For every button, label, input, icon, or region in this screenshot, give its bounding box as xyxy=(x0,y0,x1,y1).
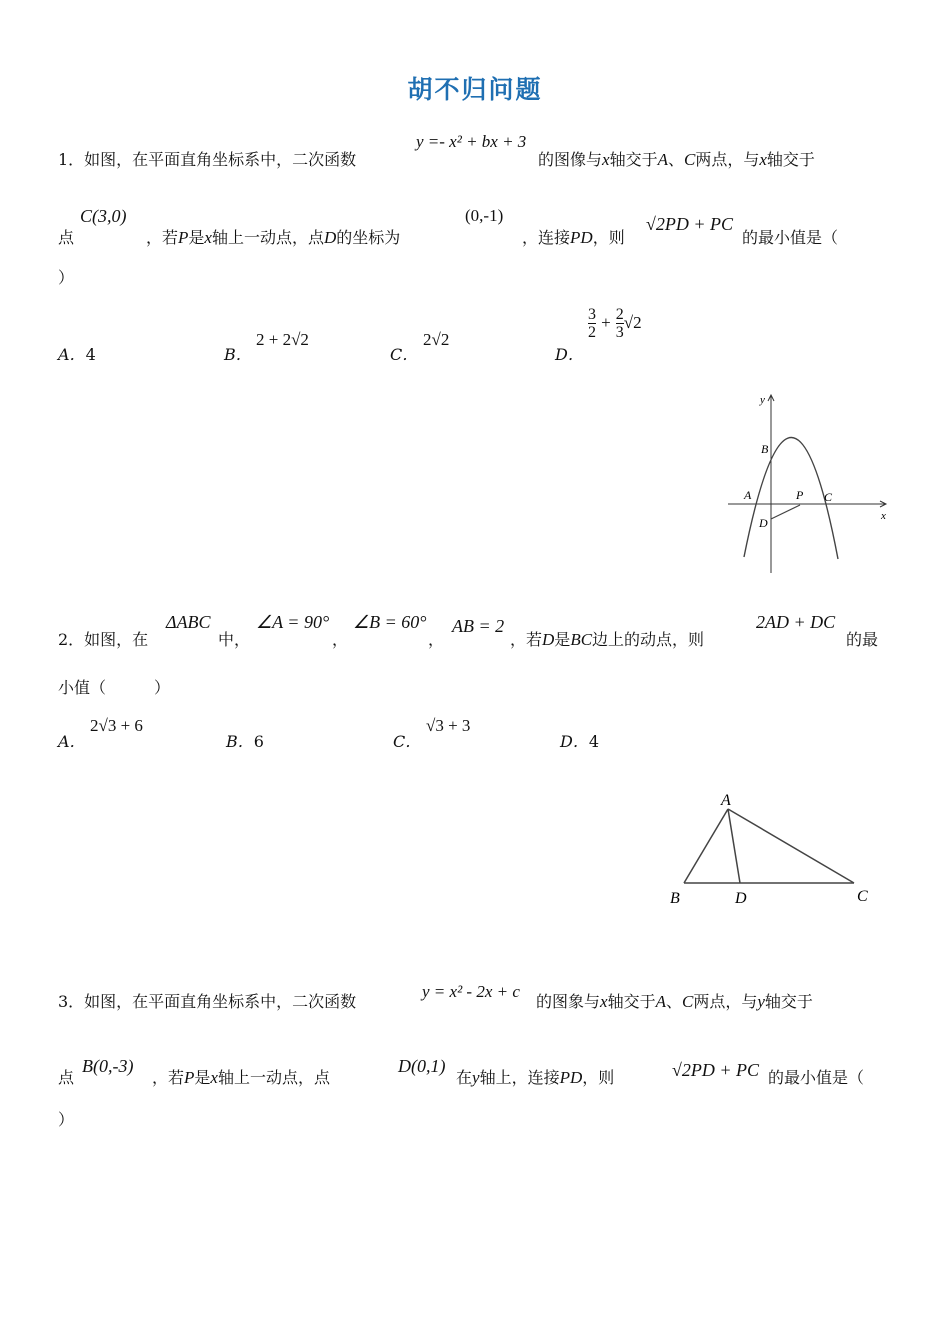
side-ac xyxy=(728,809,854,883)
q1-expression: √2PD + PC xyxy=(646,214,734,234)
fraction: $\frac{3}{2}$ xyxy=(588,306,596,341)
q2-mid-text: 中， xyxy=(218,630,251,649)
q3-function: y = x² - 2x + c xyxy=(422,982,520,1001)
q3-line2-b: 在y轴上，连接PD，则 xyxy=(456,1068,615,1087)
q2-comma-1: ， xyxy=(332,630,349,649)
q2-triangle: ΔABC xyxy=(166,612,211,632)
q2-option-c-value: √3 + 3 xyxy=(426,716,471,735)
label-d: D xyxy=(759,516,768,530)
label-y: y xyxy=(760,394,765,406)
q1-line2-b: ，连接PD，则 xyxy=(522,228,625,247)
q2-ab-length: AB = 2 xyxy=(452,616,505,636)
q2-angle-b: ∠B = 60° xyxy=(353,612,427,632)
q2-option-a-value: 2√3 + 6 xyxy=(90,716,143,735)
q2-intro: 2．如图，在 xyxy=(58,630,149,649)
q1-option-d-value: $\frac{3}{2}$ + $\frac{2}{3}$ √2 xyxy=(588,306,642,341)
label-b: B xyxy=(761,442,769,456)
label-x: x xyxy=(881,510,886,522)
label-a: A xyxy=(721,792,731,809)
q1-option-c-label[interactable]: C． xyxy=(390,345,419,364)
q1-line2-a: ，若P是x轴上一动点，点D的坐标为 xyxy=(146,228,401,247)
q1-close-paren: ） xyxy=(58,268,75,287)
q1-option-a[interactable]: A．4 xyxy=(58,345,96,364)
q3-point-char: 点 xyxy=(58,1068,75,1087)
q1-line1-rest: 的图像与x轴交于A、C两点，与x轴交于 xyxy=(538,150,815,169)
q2-option-d[interactable]: D．4 xyxy=(560,732,600,751)
q3-d-coordinate: D(0,1) xyxy=(398,1056,446,1076)
q1-option-b-label[interactable]: B． xyxy=(224,345,252,364)
q2-comma-2: ， xyxy=(428,630,445,649)
q2-line1-rest: ，若D是BC边上的动点，则 xyxy=(510,630,705,649)
label-a: A xyxy=(744,488,752,502)
q1-point-char: 点 xyxy=(58,228,75,247)
q1-option-b-value: 2 + 2√2 xyxy=(256,330,309,349)
q1-line1-text xyxy=(58,150,356,170)
q3-intro: 3．如图，在平面直角坐标系中，二次函数 xyxy=(58,992,357,1011)
label-c: C xyxy=(857,888,868,905)
q2-option-c-label[interactable]: C． xyxy=(393,732,422,751)
q1-line2-c: 的最小值是（ xyxy=(742,228,839,247)
page-title: 胡不归问题 xyxy=(407,75,543,104)
q1-function: y =- x² + bx + 3 xyxy=(416,132,527,151)
label-p: P xyxy=(796,488,804,502)
q3-b-coordinate: B(0,-3) xyxy=(82,1056,134,1076)
q2-triangle-figure xyxy=(660,785,880,915)
q3-close-paren: ） xyxy=(58,1110,75,1129)
segment-pd xyxy=(771,505,800,519)
q1-option-d-label[interactable]: D． xyxy=(555,345,584,364)
q2-option-b[interactable]: B．6 xyxy=(226,732,264,751)
q2-angle-a: ∠A = 90° xyxy=(256,612,330,632)
q3-expression: √2PD + PC xyxy=(672,1060,760,1080)
segment-ad xyxy=(728,809,740,883)
q3-line1-rest: 的图象与x轴交于A、C两点，与y轴交于 xyxy=(536,992,813,1011)
q1-d-coordinate: (0,-1) xyxy=(465,206,504,225)
side-ab xyxy=(684,809,728,883)
q2-option-a-label[interactable]: A． xyxy=(58,732,86,751)
label-d: D xyxy=(735,890,747,907)
label-c: C xyxy=(824,490,833,504)
q2-expression: 2AD + DC xyxy=(756,612,836,632)
q2-line2: 小值（ ） xyxy=(58,678,171,697)
q3-line2-c: 的最小值是（ xyxy=(768,1068,865,1087)
q2-line1-end: 的最 xyxy=(846,630,879,649)
fraction: $\frac{2}{3}$ xyxy=(615,306,624,341)
q1-c-coordinate: C(3,0) xyxy=(80,206,127,226)
q1-option-c-value: 2√2 xyxy=(423,330,450,349)
q1-parabola-figure xyxy=(720,385,900,580)
q3-line2-a: ，若P是x轴上一动点，点 xyxy=(152,1068,330,1087)
label-b: B xyxy=(670,890,680,907)
q1-intro: 1．如图，在平面直角坐标系中，二次函数 xyxy=(58,150,357,169)
